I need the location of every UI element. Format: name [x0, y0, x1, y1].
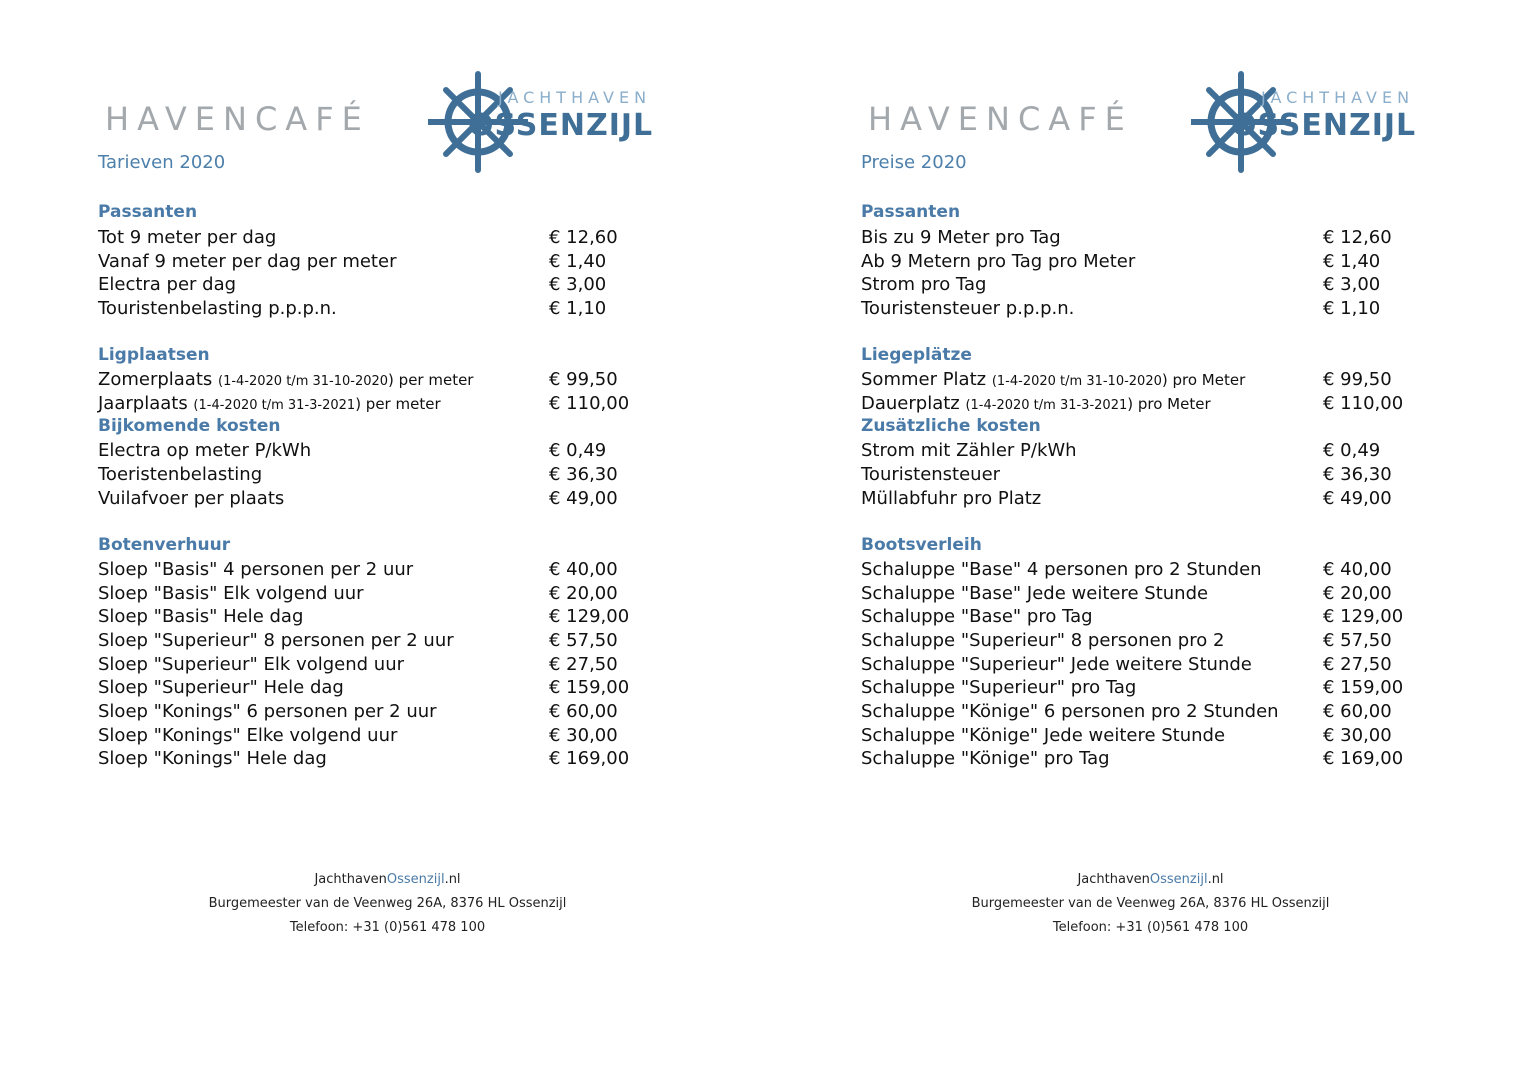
row-label: Schaluppe "Superieur" 8 personen pro 2 — [861, 630, 1225, 651]
row-price: € 159,00 — [1323, 677, 1404, 698]
row-label: Schaluppe "Base" Jede weitere Stunde — [861, 583, 1209, 604]
price-row — [861, 701, 1501, 725]
row-price: € 30,00 — [1323, 725, 1392, 746]
price-row — [861, 227, 1501, 251]
footer-website[interactable]: JachthavenOssenzijl.nl — [1077, 872, 1224, 887]
row-price: € 110,00 — [1323, 393, 1404, 414]
row-label: Sloep "Basis" Hele dag — [98, 606, 304, 627]
row-label: Schaluppe "Könige" Jede weitere Stunde — [861, 725, 1226, 746]
section-heading: Bootsverleih — [861, 535, 982, 555]
row-label: Strom mit Zähler P/kWh — [861, 440, 1077, 461]
row-price: € 30,00 — [549, 725, 618, 746]
brand-title: HAVENCAFÉ — [868, 100, 1133, 138]
page-title: Tarieven 2020 — [98, 152, 226, 173]
row-price: € 40,00 — [549, 559, 618, 580]
row-label: Jaarplaats (1-4-2020 t/m 31-3-2021) per meter — [98, 393, 441, 414]
row-label: Zomerplaats (1-4-2020 t/m 31-10-2020) per meter — [98, 369, 474, 390]
row-price: € 1,40 — [549, 251, 607, 272]
row-label: Schaluppe "Könige" pro Tag — [861, 748, 1110, 769]
price-row — [861, 606, 1501, 630]
footer — [0, 868, 775, 940]
price-row — [861, 654, 1501, 678]
section-heading: Bijkomende kosten — [98, 416, 281, 436]
row-price: € 40,00 — [1323, 559, 1392, 580]
row-price: € 49,00 — [549, 488, 618, 509]
logo-top-text: JACHTHAVEN — [498, 88, 652, 107]
price-row — [98, 583, 738, 607]
footer-phone: Telefoon: +31 (0)561 478 100 — [1052, 920, 1249, 935]
row-label: Sloep "Basis" 4 personen per 2 uur — [98, 559, 414, 580]
row-label: Bis zu 9 Meter pro Tag — [861, 227, 1061, 248]
row-price: € 1,10 — [1323, 298, 1381, 319]
price-row — [98, 298, 738, 322]
price-row — [98, 464, 738, 488]
row-label: Touristensteuer — [861, 464, 1001, 485]
row-price: € 3,00 — [1323, 274, 1381, 295]
price-row — [98, 440, 738, 464]
logo — [428, 70, 688, 174]
row-label: Toeristenbelasting — [98, 464, 263, 485]
price-row — [98, 725, 738, 749]
row-price: € 57,50 — [1323, 630, 1392, 651]
row-price: € 129,00 — [1323, 606, 1404, 627]
price-row — [98, 606, 738, 630]
row-price: € 99,50 — [549, 369, 618, 390]
logo-main-text: OSSENZIJL — [1231, 108, 1417, 143]
row-label: Müllabfuhr pro Platz — [861, 488, 1042, 509]
row-price: € 0,49 — [549, 440, 607, 461]
price-row — [861, 464, 1501, 488]
row-price: € 1,10 — [549, 298, 607, 319]
row-price: € 57,50 — [549, 630, 618, 651]
price-row — [861, 488, 1501, 512]
section-heading: Passanten — [98, 202, 198, 222]
section-heading: Liegeplätze — [861, 345, 972, 365]
row-label: Electra op meter P/kWh — [98, 440, 312, 461]
price-row — [98, 701, 738, 725]
row-label: Schaluppe "Base" 4 personen pro 2 Stunden — [861, 559, 1262, 580]
price-row — [861, 630, 1501, 654]
row-label: Dauerplatz (1-4-2020 t/m 31-3-2021) pro Meter — [861, 393, 1211, 414]
price-row — [861, 274, 1501, 298]
page-title: Preise 2020 — [861, 152, 967, 173]
row-price: € 12,60 — [1323, 227, 1392, 248]
row-label: Sloep "Konings" Hele dag — [98, 748, 327, 769]
row-price: € 36,30 — [1323, 464, 1392, 485]
row-label: Schaluppe "Superieur" pro Tag — [861, 677, 1137, 698]
section-heading: Zusätzliche kosten — [861, 416, 1041, 436]
row-label: Sloep "Superieur" Elk volgend uur — [98, 654, 405, 675]
price-row — [861, 251, 1501, 275]
footer-phone: Telefoon: +31 (0)561 478 100 — [289, 920, 486, 935]
row-label: Sloep "Konings" 6 personen per 2 uur — [98, 701, 437, 722]
row-label: Strom pro Tag — [861, 274, 987, 295]
price-row — [98, 654, 738, 678]
row-label: Sloep "Basis" Elk volgend uur — [98, 583, 364, 604]
footer-website[interactable]: JachthavenOssenzijl.nl — [314, 872, 461, 887]
price-row — [98, 227, 738, 251]
price-row — [861, 583, 1501, 607]
footer-address: Burgemeester van de Veenweg 26A, 8376 HL Ossenzijl — [971, 896, 1330, 911]
section-heading: Ligplaatsen — [98, 345, 210, 365]
price-row — [98, 748, 738, 772]
row-price: € 129,00 — [549, 606, 630, 627]
row-label: Touristenbelasting p.p.p.n. — [98, 298, 337, 319]
row-label: Ab 9 Metern pro Tag pro Meter — [861, 251, 1136, 272]
row-price: € 99,50 — [1323, 369, 1392, 390]
logo — [1191, 70, 1451, 174]
row-price: € 36,30 — [549, 464, 618, 485]
row-price: € 27,50 — [1323, 654, 1392, 675]
row-label: Schaluppe "Base" pro Tag — [861, 606, 1093, 627]
row-label: Sloep "Superieur" Hele dag — [98, 677, 344, 698]
section-heading: Passanten — [861, 202, 961, 222]
price-row — [98, 630, 738, 654]
price-row — [98, 251, 738, 275]
price-row — [861, 440, 1501, 464]
row-price: € 49,00 — [1323, 488, 1392, 509]
row-price: € 27,50 — [549, 654, 618, 675]
price-row — [98, 274, 738, 298]
row-price: € 20,00 — [1323, 583, 1392, 604]
row-price: € 3,00 — [549, 274, 607, 295]
price-row — [98, 369, 738, 393]
section-heading: Botenverhuur — [98, 535, 231, 555]
price-row — [861, 559, 1501, 583]
price-row — [98, 559, 738, 583]
price-row — [861, 748, 1501, 772]
row-label: Schaluppe "Superieur" Jede weitere Stunde — [861, 654, 1252, 675]
row-label: Sloep "Superieur" 8 personen per 2 uur — [98, 630, 454, 651]
row-label: Vanaf 9 meter per dag per meter — [98, 251, 397, 272]
price-row — [861, 369, 1501, 393]
brand-title: HAVENCAFÉ — [105, 100, 370, 138]
price-row — [861, 298, 1501, 322]
row-label: Electra per dag — [98, 274, 237, 295]
row-price: € 12,60 — [549, 227, 618, 248]
row-label: Touristensteuer p.p.p.n. — [861, 298, 1075, 319]
row-label: Sloep "Konings" Elke volgend uur — [98, 725, 398, 746]
footer-address: Burgemeester van de Veenweg 26A, 8376 HL Ossenzijl — [208, 896, 567, 911]
row-price: € 169,00 — [549, 748, 630, 769]
price-row — [98, 393, 738, 417]
row-price: € 159,00 — [549, 677, 630, 698]
row-label: Schaluppe "Könige" 6 personen pro 2 Stunden — [861, 701, 1279, 722]
price-row — [861, 725, 1501, 749]
row-price: € 110,00 — [549, 393, 630, 414]
footer — [763, 868, 1536, 940]
row-price: € 169,00 — [1323, 748, 1404, 769]
price-row — [98, 677, 738, 701]
row-price: € 60,00 — [549, 701, 618, 722]
row-label: Sommer Platz (1-4-2020 t/m 31-10-2020) pro Meter — [861, 369, 1246, 390]
row-price: € 1,40 — [1323, 251, 1381, 272]
logo-top-text: JACHTHAVEN — [1261, 88, 1415, 107]
price-row — [861, 393, 1501, 417]
logo-main-text: OSSENZIJL — [468, 108, 654, 143]
price-sheet-german — [763, 0, 1531, 1087]
price-row — [861, 677, 1501, 701]
row-price: € 0,49 — [1323, 440, 1381, 461]
row-label: Vuilafvoer per plaats — [98, 488, 285, 509]
row-label: Tot 9 meter per dag — [98, 227, 277, 248]
row-price: € 60,00 — [1323, 701, 1392, 722]
row-price: € 20,00 — [549, 583, 618, 604]
price-row — [98, 488, 738, 512]
